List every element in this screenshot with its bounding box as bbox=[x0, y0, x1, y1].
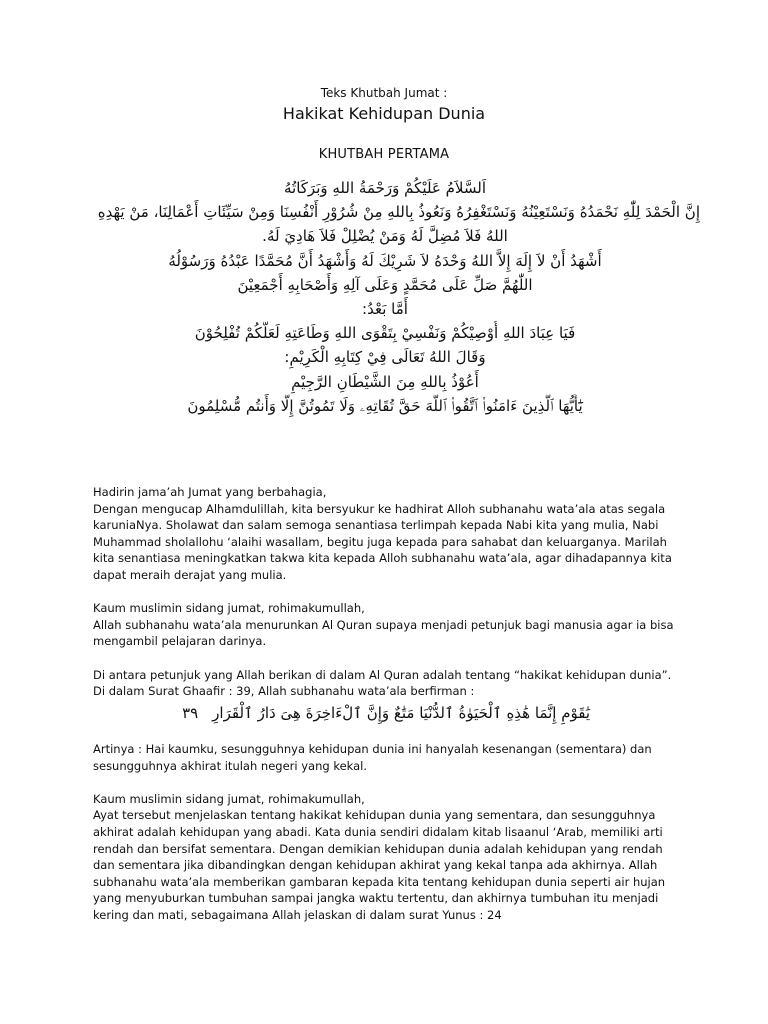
text-line: kering dan mati, sebagaimana Allah jelaskan di dalam surat Yunus : 24 bbox=[93, 907, 502, 922]
body-section-2 bbox=[93, 741, 683, 924]
text-line: kita senantiasa meningkatkan takwa kita kepada Alloh subhanahu wata’ala, agar dihadapannya kita bbox=[93, 551, 672, 566]
text-line: Ayat tersebut menjelaskan tentang hakikat kehidupan dunia yang sementara, dan sesungguhnya bbox=[93, 808, 656, 823]
arabic-line: أَعُوْذُ بِاللهِ مِنَ الشَّيْطَانِ الرَّجِيْمِ bbox=[291, 372, 479, 391]
text-line: karuniaNya. Sholawat dan salam semoga senantiasa terlimpah kepada Nabi kita yang mulia, Nabi bbox=[93, 518, 659, 533]
text-line: Hadirin jama’ah Jumat yang berbahagia, bbox=[93, 485, 327, 499]
arabic-line: فَيَا عِبَادَ اللهِ أُوْصِيْكُمْ وَنَفْسِيْ بِتَقْوَى اللهِ وَطَاعَتِهِ لَعَلَّكُمْ تُفْلِحُوْنَ bbox=[194, 324, 576, 343]
arabic-line: وَقَالَ اللهُ تَعَالَى فِيْ كِتَابِهِ الْكَرِيْمِ: bbox=[284, 348, 486, 367]
arabic-line: اللّٰهُمَّ صَلِّ عَلَى مُحَمَّدٍ وَعَلَى آلِهِ وَأَصْحَابِهِ أَجْمَعِيْنَ bbox=[237, 275, 533, 294]
arabic-line: أَشْهَدُ أَنْ لاَ إِلَهَ إِلاَّ اللهُ وَحْدَهُ لاَ شَرِيْكَ لَهُ وَأَشْهَدُ أَنَّ مُحَمَّدًا عَبْدُهُ وَرَسُوْلُهُ bbox=[168, 251, 602, 270]
section-title: KHUTBAH PERTAMA bbox=[318, 147, 450, 162]
verse-number: ٣٩ bbox=[182, 704, 199, 722]
text-line: akhirat adalah kehidupan yang abadi. Kata dunia sendiri didalam kitab lisaanul ‘Arab, memiliki arti bbox=[93, 824, 663, 839]
arabic-opening-block bbox=[70, 176, 700, 418]
text-line: Allah subhanahu wata’ala menurunkan Al Quran supaya menjadi petunjuk bagi manusia agar ia bisa bbox=[93, 617, 674, 632]
text-line: Dengan mengucap Alhamdulillah, kita bersyukur ke hadhirat Alloh subhanahu wata’ala atas segala bbox=[93, 501, 666, 516]
text-line: dan sementara jika dibandingkan dengan kehidupan akhirat yang kekal tanpa ada akhirnya. Allah bbox=[93, 858, 658, 873]
arabic-line: إِنَّ الْحَمْدَ لِلّٰهِ نَحْمَدُهُ وَنَسْتَعِيْنُهُ وَنَسْتَغْفِرُهُ وَنَعُوذُ بِاللهِ مِنْ شُرُوْرِ أَنْفُسِنَا وَمِنْ سَيِّئَاتِ أَعْمَالِنَا، مَنْ يَهْدِهِ bbox=[97, 203, 700, 222]
document-heading: Teks Khutbah Jumat : bbox=[320, 86, 448, 100]
text-line: Kaum muslimin sidang jumat, rohimakumullah, bbox=[93, 791, 365, 806]
text-line: rendah dan bersifat sementara. Dengan demikian kehidupan dunia adalah kehidupan yang rendah bbox=[93, 841, 663, 856]
arabic-line: يَٰٓأَيُّهَا ٱلَّذِينَ ءَامَنُوا۟ ٱتَّقُوا۟ ٱللَّهَ حَقَّ تُقَاتِهِۦ وَلَا تَمُوتُنَّ إِلَّا وَأَنتُم مُّسْلِمُونَ bbox=[187, 396, 583, 415]
paragraph bbox=[93, 667, 683, 700]
body-section-1 bbox=[93, 484, 683, 700]
verse-text: يَٰقَوْمِ إِنَّمَا هَٰذِهِ ٱلْحَيَوٰةُ ٱلدُّنْيَا مَتَٰعٌ وَإِنَّ ٱلْءَاخِرَةَ هِىَ دَارُ ٱلْقَرَارِ bbox=[212, 704, 590, 722]
paragraph bbox=[93, 791, 683, 924]
paragraph bbox=[93, 484, 683, 584]
arabic-line: أَمَّا بَعْدُ: bbox=[362, 300, 408, 319]
text-line: subhanahu wata’ala memberikan gambaran kepada kita tentang kehidupan dunia seperti air hujan bbox=[93, 874, 666, 889]
arabic-line: اللهُ فَلاَ مُضِلَّ لَهُ وَمَنْ يُضْلِلْ فَلاَ هَادِيَ لَهُ. bbox=[262, 227, 508, 246]
arabic-line: اَلسَّلاَمُ عَلَيْكُمْ وَرَحْمَةُ اللهِ وَبَرَكَاتُهُ bbox=[284, 179, 486, 197]
text-line: Di dalam Surat Ghaafir : 39, Allah subhanahu wata’ala berfirman : bbox=[93, 684, 475, 699]
text-line: Muhammad sholallohu ‘alaihi wasallam, begitu juga kepada para sahabat dan keluarganya. Marilah bbox=[93, 534, 667, 549]
text-line: dapat meraih derajat yang mulia. bbox=[93, 567, 287, 582]
text-line: mengambil pelajaran darinya. bbox=[93, 634, 267, 649]
text-line: Artinya : Hai kaumku, sesungguhnya kehidupan dunia ini hanyalah kesenangan (sementara) dan bbox=[93, 742, 652, 756]
paragraph bbox=[93, 600, 683, 650]
text-line: Kaum muslimin sidang jumat, rohimakumullah, bbox=[93, 601, 365, 616]
quran-verse bbox=[182, 701, 590, 725]
paragraph bbox=[93, 741, 683, 774]
text-line: yang menyuburkan tumbuhan sampai jangka waktu tertentu, dan akhirnya tumbuhan itu menjadi bbox=[93, 891, 659, 906]
text-line: sesungguhnya akhirat itulah negeri yang kekal. bbox=[93, 758, 368, 773]
page-title: Hakikat Kehidupan Dunia bbox=[282, 104, 486, 123]
text-line: Di antara petunjuk yang Allah berikan di dalam Al Quran adalah tentang “hakikat kehidupan dunia”. bbox=[93, 667, 672, 682]
